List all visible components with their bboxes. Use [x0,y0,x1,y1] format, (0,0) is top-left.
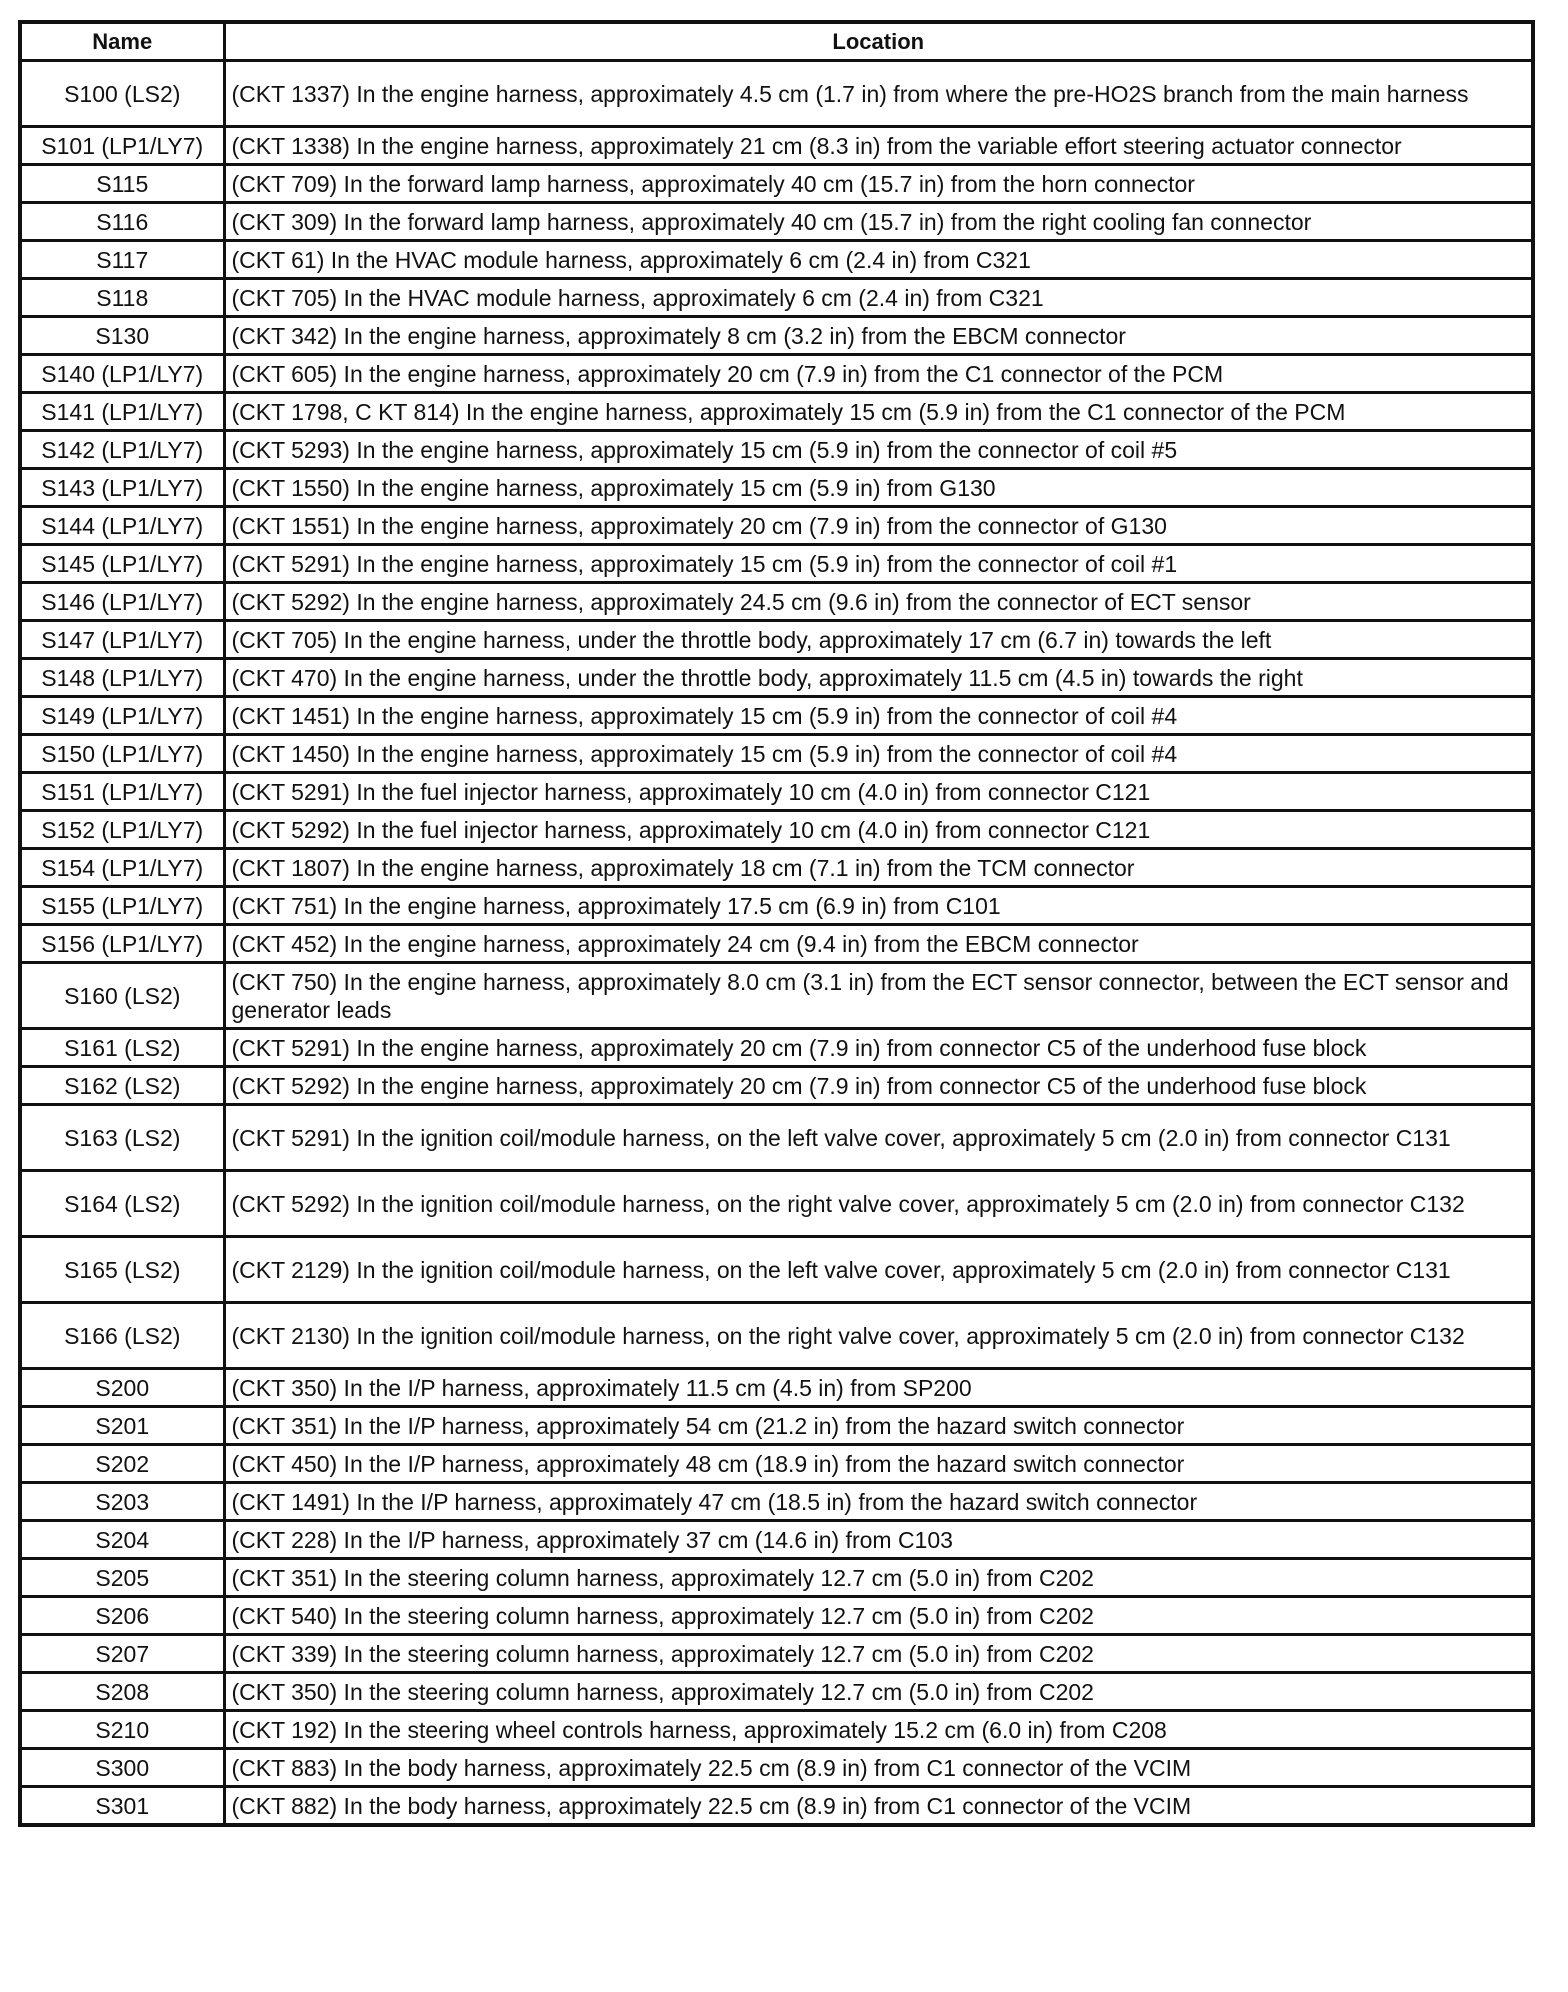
table-row [20,241,1533,279]
splice-name-cell: S154 (LP1/LY7) [20,849,224,887]
splice-name-cell: S146 (LP1/LY7) [20,583,224,621]
splice-location-cell: (CKT 450) In the I/P harness, approximately 48 cm (18.9 in) from the hazard switch connector [224,1445,1533,1483]
column-header-name: Name [20,22,224,61]
splice-name-cell: S117 [20,241,224,279]
splice-location-cell: (CKT 5291) In the fuel injector harness, approximately 10 cm (4.0 in) from connector C121 [224,773,1533,811]
splice-location-cell: (CKT 5291) In the ignition coil/module harness, on the left valve cover, approximately 5 cm (2.0 in) from connector C131 [224,1105,1533,1171]
splice-location-cell: (CKT 5291) In the engine harness, approximately 15 cm (5.9 in) from the connector of coil #1 [224,545,1533,583]
splice-location-cell: (CKT 342) In the engine harness, approximately 8 cm (3.2 in) from the EBCM connector [224,317,1533,355]
table-row [20,469,1533,507]
splice-name-cell: S161 (LS2) [20,1029,224,1067]
splice-name-cell: S164 (LS2) [20,1171,224,1237]
splice-name-cell: S100 (LS2) [20,61,224,127]
table-row [20,1711,1533,1749]
splice-location-cell: (CKT 470) In the engine harness, under the throttle body, approximately 11.5 cm (4.5 in) towards the right [224,659,1533,697]
splice-name-cell: S143 (LP1/LY7) [20,469,224,507]
table-row [20,317,1533,355]
splice-location-cell: (CKT 5292) In the engine harness, approximately 24.5 cm (9.6 in) from the connector of ECT sensor [224,583,1533,621]
splice-location-cell: (CKT 1550) In the engine harness, approximately 15 cm (5.9 in) from G130 [224,469,1533,507]
table-row [20,697,1533,735]
splice-location-cell: (CKT 228) In the I/P harness, approximately 37 cm (14.6 in) from C103 [224,1521,1533,1559]
splice-location-cell: (CKT 705) In the engine harness, under the throttle body, approximately 17 cm (6.7 in) towards the left [224,621,1533,659]
splice-name-cell: S101 (LP1/LY7) [20,127,224,165]
table-row [20,203,1533,241]
table-row [20,1597,1533,1635]
table-row [20,963,1533,1029]
splice-name-cell: S200 [20,1369,224,1407]
table-row [20,1635,1533,1673]
table-row [20,1445,1533,1483]
splice-location-cell: (CKT 883) In the body harness, approximately 22.5 cm (8.9 in) from C1 connector of the VCIM [224,1749,1533,1787]
table-row [20,583,1533,621]
table-row [20,811,1533,849]
splice-name-cell: S155 (LP1/LY7) [20,887,224,925]
splice-name-cell: S156 (LP1/LY7) [20,925,224,963]
splice-name-cell: S118 [20,279,224,317]
table-row [20,1483,1533,1521]
splice-location-cell: (CKT 452) In the engine harness, approximately 24 cm (9.4 in) from the EBCM connector [224,925,1533,963]
splice-name-cell: S151 (LP1/LY7) [20,773,224,811]
splice-name-cell: S203 [20,1483,224,1521]
splice-location-cell: (CKT 1451) In the engine harness, approximately 15 cm (5.9 in) from the connector of coil #4 [224,697,1533,735]
splice-name-cell: S206 [20,1597,224,1635]
splice-location-cell: (CKT 339) In the steering column harness, approximately 12.7 cm (5.0 in) from C202 [224,1635,1533,1673]
table-row [20,545,1533,583]
splice-name-cell: S140 (LP1/LY7) [20,355,224,393]
table-row [20,431,1533,469]
splice-location-cell: (CKT 2130) In the ignition coil/module harness, on the right valve cover, approximately 5 cm (2.0 in) from connector C132 [224,1303,1533,1369]
splice-name-cell: S152 (LP1/LY7) [20,811,224,849]
table-row [20,1171,1533,1237]
splice-location-cell: (CKT 1450) In the engine harness, approximately 15 cm (5.9 in) from the connector of coil #4 [224,735,1533,773]
splice-location-cell: (CKT 350) In the I/P harness, approximately 11.5 cm (4.5 in) from SP200 [224,1369,1533,1407]
splice-name-cell: S207 [20,1635,224,1673]
splice-name-cell: S201 [20,1407,224,1445]
table-row [20,1237,1533,1303]
table-row [20,1787,1533,1826]
table-row [20,621,1533,659]
splice-name-cell: S150 (LP1/LY7) [20,735,224,773]
table-row [20,1521,1533,1559]
table-row [20,393,1533,431]
splice-location-cell: (CKT 1551) In the engine harness, approximately 20 cm (7.9 in) from the connector of G130 [224,507,1533,545]
splice-name-cell: S204 [20,1521,224,1559]
table-row [20,507,1533,545]
splice-name-cell: S142 (LP1/LY7) [20,431,224,469]
splice-name-cell: S149 (LP1/LY7) [20,697,224,735]
table-row [20,1407,1533,1445]
table-row [20,1303,1533,1369]
splice-name-cell: S163 (LS2) [20,1105,224,1171]
splice-location-cell: (CKT 351) In the steering column harness, approximately 12.7 cm (5.0 in) from C202 [224,1559,1533,1597]
splice-name-cell: S144 (LP1/LY7) [20,507,224,545]
splice-name-cell: S162 (LS2) [20,1067,224,1105]
table-row [20,165,1533,203]
splice-location-cell: (CKT 705) In the HVAC module harness, approximately 6 cm (2.4 in) from C321 [224,279,1533,317]
splice-location-cell: (CKT 750) In the engine harness, approximately 8.0 cm (3.1 in) from the ECT sensor connector, between the ECT sensor and generator leads [224,963,1533,1029]
splice-location-cell: (CKT 5293) In the engine harness, approximately 15 cm (5.9 in) from the connector of coil #5 [224,431,1533,469]
splice-location-cell: (CKT 192) In the steering wheel controls harness, approximately 15.2 cm (6.0 in) from C208 [224,1711,1533,1749]
splice-location-cell: (CKT 309) In the forward lamp harness, approximately 40 cm (15.7 in) from the right cooling fan connector [224,203,1533,241]
splice-name-cell: S301 [20,1787,224,1826]
splice-location-cell: (CKT 2129) In the ignition coil/module harness, on the left valve cover, approximately 5 cm (2.0 in) from connector C131 [224,1237,1533,1303]
splice-location-cell: (CKT 5291) In the engine harness, approximately 20 cm (7.9 in) from connector C5 of the underhood fuse block [224,1029,1533,1067]
column-header-location: Location [224,22,1533,61]
table-body [20,61,1533,1826]
table-row [20,1067,1533,1105]
splice-location-table [18,20,1535,1827]
table-row [20,1673,1533,1711]
splice-name-cell: S160 (LS2) [20,963,224,1029]
splice-location-cell: (CKT 1807) In the engine harness, approximately 18 cm (7.1 in) from the TCM connector [224,849,1533,887]
splice-name-cell: S145 (LP1/LY7) [20,545,224,583]
table-header [20,22,1533,61]
table-row [20,279,1533,317]
header-row [20,22,1533,61]
splice-location-cell: (CKT 709) In the forward lamp harness, approximately 40 cm (15.7 in) from the horn connector [224,165,1533,203]
table-row [20,127,1533,165]
splice-name-cell: S208 [20,1673,224,1711]
table-row [20,61,1533,127]
table-row [20,1369,1533,1407]
splice-location-cell: (CKT 751) In the engine harness, approximately 17.5 cm (6.9 in) from C101 [224,887,1533,925]
splice-location-cell: (CKT 540) In the steering column harness, approximately 12.7 cm (5.0 in) from C202 [224,1597,1533,1635]
table-row [20,1559,1533,1597]
table-row [20,1105,1533,1171]
splice-location-cell: (CKT 61) In the HVAC module harness, approximately 6 cm (2.4 in) from C321 [224,241,1533,279]
table-row [20,887,1533,925]
splice-location-cell: (CKT 882) In the body harness, approximately 22.5 cm (8.9 in) from C1 connector of the VCIM [224,1787,1533,1826]
splice-name-cell: S202 [20,1445,224,1483]
table-row [20,773,1533,811]
table-row [20,659,1533,697]
splice-name-cell: S115 [20,165,224,203]
splice-name-cell: S116 [20,203,224,241]
splice-name-cell: S166 (LS2) [20,1303,224,1369]
table-row [20,355,1533,393]
splice-location-cell: (CKT 1798, C KT 814) In the engine harness, approximately 15 cm (5.9 in) from the C1 connector of the PCM [224,393,1533,431]
splice-name-cell: S165 (LS2) [20,1237,224,1303]
splice-location-cell: (CKT 605) In the engine harness, approximately 20 cm (7.9 in) from the C1 connector of the PCM [224,355,1533,393]
splice-location-cell: (CKT 351) In the I/P harness, approximately 54 cm (21.2 in) from the hazard switch connector [224,1407,1533,1445]
splice-location-cell: (CKT 1337) In the engine harness, approximately 4.5 cm (1.7 in) from where the pre-HO2S branch from the main harness [224,61,1533,127]
splice-location-cell: (CKT 5292) In the engine harness, approximately 20 cm (7.9 in) from connector C5 of the underhood fuse block [224,1067,1533,1105]
splice-name-cell: S210 [20,1711,224,1749]
splice-location-cell: (CKT 5292) In the ignition coil/module harness, on the right valve cover, approximately 5 cm (2.0 in) from connector C132 [224,1171,1533,1237]
splice-name-cell: S130 [20,317,224,355]
splice-name-cell: S141 (LP1/LY7) [20,393,224,431]
splice-name-cell: S300 [20,1749,224,1787]
splice-name-cell: S147 (LP1/LY7) [20,621,224,659]
table-row [20,925,1533,963]
splice-name-cell: S205 [20,1559,224,1597]
table-row [20,849,1533,887]
splice-location-cell: (CKT 1338) In the engine harness, approximately 21 cm (8.3 in) from the variable effort steering actuator connector [224,127,1533,165]
splice-name-cell: S148 (LP1/LY7) [20,659,224,697]
splice-location-cell: (CKT 5292) In the fuel injector harness, approximately 10 cm (4.0 in) from connector C121 [224,811,1533,849]
splice-location-cell: (CKT 350) In the steering column harness, approximately 12.7 cm (5.0 in) from C202 [224,1673,1533,1711]
table-row [20,1749,1533,1787]
splice-location-cell: (CKT 1491) In the I/P harness, approximately 47 cm (18.5 in) from the hazard switch connector [224,1483,1533,1521]
table-row [20,1029,1533,1067]
table-row [20,735,1533,773]
